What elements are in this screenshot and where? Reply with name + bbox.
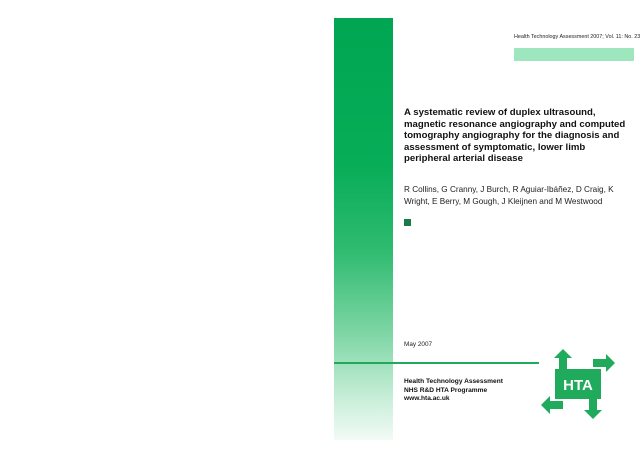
publication-date: May 2007 (404, 341, 433, 348)
hta-arrows-logo-icon (541, 349, 615, 419)
reference-color-bar (514, 48, 634, 61)
divider-rule (334, 362, 539, 364)
programme-name: NHS R&D HTA Programme (404, 386, 488, 394)
publisher-name: Health Technology Assessment (404, 378, 503, 385)
logo-text: HTA (563, 377, 593, 394)
journal-reference: Health Technology Assessment 2007; Vol. 11: No. 23 (514, 34, 640, 40)
report-title: A systematic review of duplex ultrasound, magnetic resonance angiography and computed tomography angiography for the diagnosis and assessment of symptomatic, lower limb peripheral arterial disease (404, 107, 626, 165)
publisher-block (404, 378, 503, 404)
bullet-square-icon (404, 219, 411, 226)
website-link[interactable]: www.hta.ac.uk (404, 395, 450, 403)
green-gradient-band (334, 18, 393, 440)
author-list: R Collins, G Cranny, J Burch, R Aguiar-Ibáñez, D Craig, K Wright, E Berry, M Gough, J Kleijnen and M Westwood (404, 185, 614, 206)
